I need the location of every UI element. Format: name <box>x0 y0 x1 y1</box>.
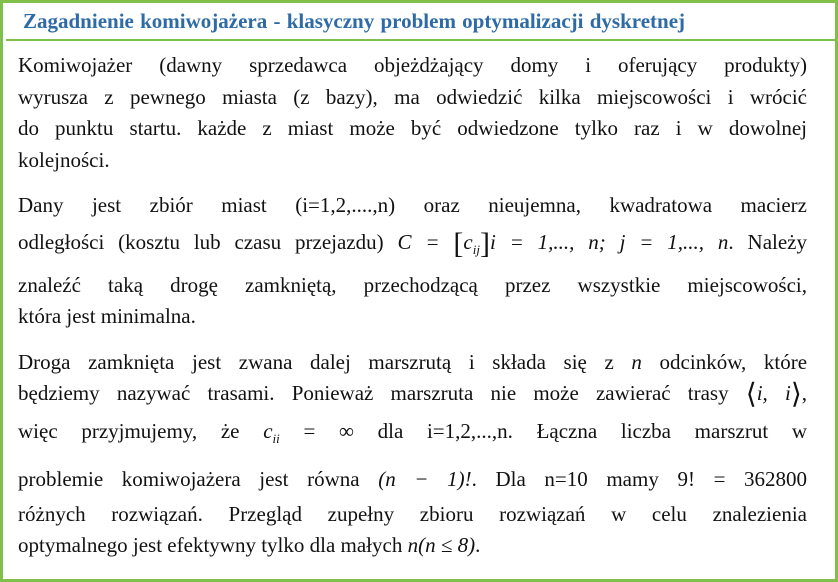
right-bracket-icon: ] <box>479 226 490 260</box>
formula-subscript: ij <box>472 241 480 257</box>
text-line-with-formula <box>18 378 807 411</box>
formula-subscript: ii <box>272 430 280 446</box>
text-fragment: więc przyjmujemy, że <box>18 418 240 443</box>
text-fragment: odległości (kosztu lub czasu przejazdu) <box>18 229 384 254</box>
text-line-with-formula <box>18 411 807 459</box>
paragraph-route <box>18 347 807 562</box>
formula-infinity: = ∞ <box>303 418 354 443</box>
text-line: Komiwojażer (dawny sprzedawca objeżdżający domy i oferujący produkty) <box>18 53 807 77</box>
text-fragment: , <box>801 381 808 406</box>
text-line-with-formula <box>18 459 807 499</box>
factorial-value-formula: 9! = 362800 <box>677 466 808 491</box>
formula-lhs: C = <box>397 229 440 254</box>
text-line: która jest minimalna. <box>18 304 196 329</box>
right-angle-icon: ⟩ <box>790 379 802 411</box>
text-line: do punktu startu. każde z miast może być odwiedzone tylko raz i w dowolnej <box>18 116 807 140</box>
text-fragment: . <box>475 533 481 558</box>
formula-element: c <box>463 229 473 254</box>
matrix-formula <box>397 226 729 260</box>
limit-formula: n(n ≤ 8) <box>407 533 476 558</box>
text-fragment: będziemy nazywać trasami. Ponieważ marszruta nie może zawierać trasy <box>18 381 729 406</box>
left-angle-icon: ⟨ <box>745 379 757 411</box>
formula-pair: i, i <box>756 381 791 406</box>
diag-formula <box>263 418 354 446</box>
text-fragment: problemie komiwojażera jest równa <box>18 466 360 491</box>
text-fragment: . Dla n=10 mamy <box>471 466 659 491</box>
left-bracket-icon: [ <box>453 226 464 260</box>
formula-indices: i = 1,..., n; j = 1,..., n <box>489 229 729 254</box>
pair-formula <box>745 379 802 411</box>
title-bar <box>6 6 838 41</box>
text-fragment: odcinków, które <box>659 349 808 374</box>
paragraph-definition <box>18 190 807 333</box>
text-fragment: optymalnego jest efektywny tylko dla małych <box>18 533 403 558</box>
formula-n: n <box>631 349 642 374</box>
text-line: kolejności. <box>18 147 110 172</box>
text-line: wyrusza z pewnego miasta (z bazy), ma odwiedzić kilka miejscowości i wrócić <box>18 84 807 109</box>
factorial-formula: (n − 1)! <box>378 466 472 491</box>
text-fragment: . Należy <box>728 229 807 254</box>
text-fragment: dla i=1,2,...,n. Łączna liczba marszrut w <box>377 418 808 443</box>
text-fragment: Droga zamknięta jest zwana dalej marszrutą i składa się z <box>18 349 614 374</box>
paragraph-intro <box>18 50 807 176</box>
text-line: różnych rozwiązań. Przegląd zupełny zbioru rozwiązań w celu znalezienia <box>18 501 807 526</box>
page-title: Zagadnienie komiwojażera - klasyczny problem optymalizacji dyskretnej <box>23 9 686 33</box>
text-line <box>18 347 807 379</box>
document-body <box>18 50 807 562</box>
formula-element: c <box>263 418 273 443</box>
text-line: znaleźć taką drogę zamkniętą, przechodzącą przez wszystkie miejscowości, <box>18 272 807 297</box>
text-line-with-formula <box>18 222 807 270</box>
text-line-with-formula <box>18 530 807 562</box>
text-line: Dany jest zbiór miast (i=1,2,....,n) oraz nieujemna, kwadratowa macierz <box>18 193 807 217</box>
